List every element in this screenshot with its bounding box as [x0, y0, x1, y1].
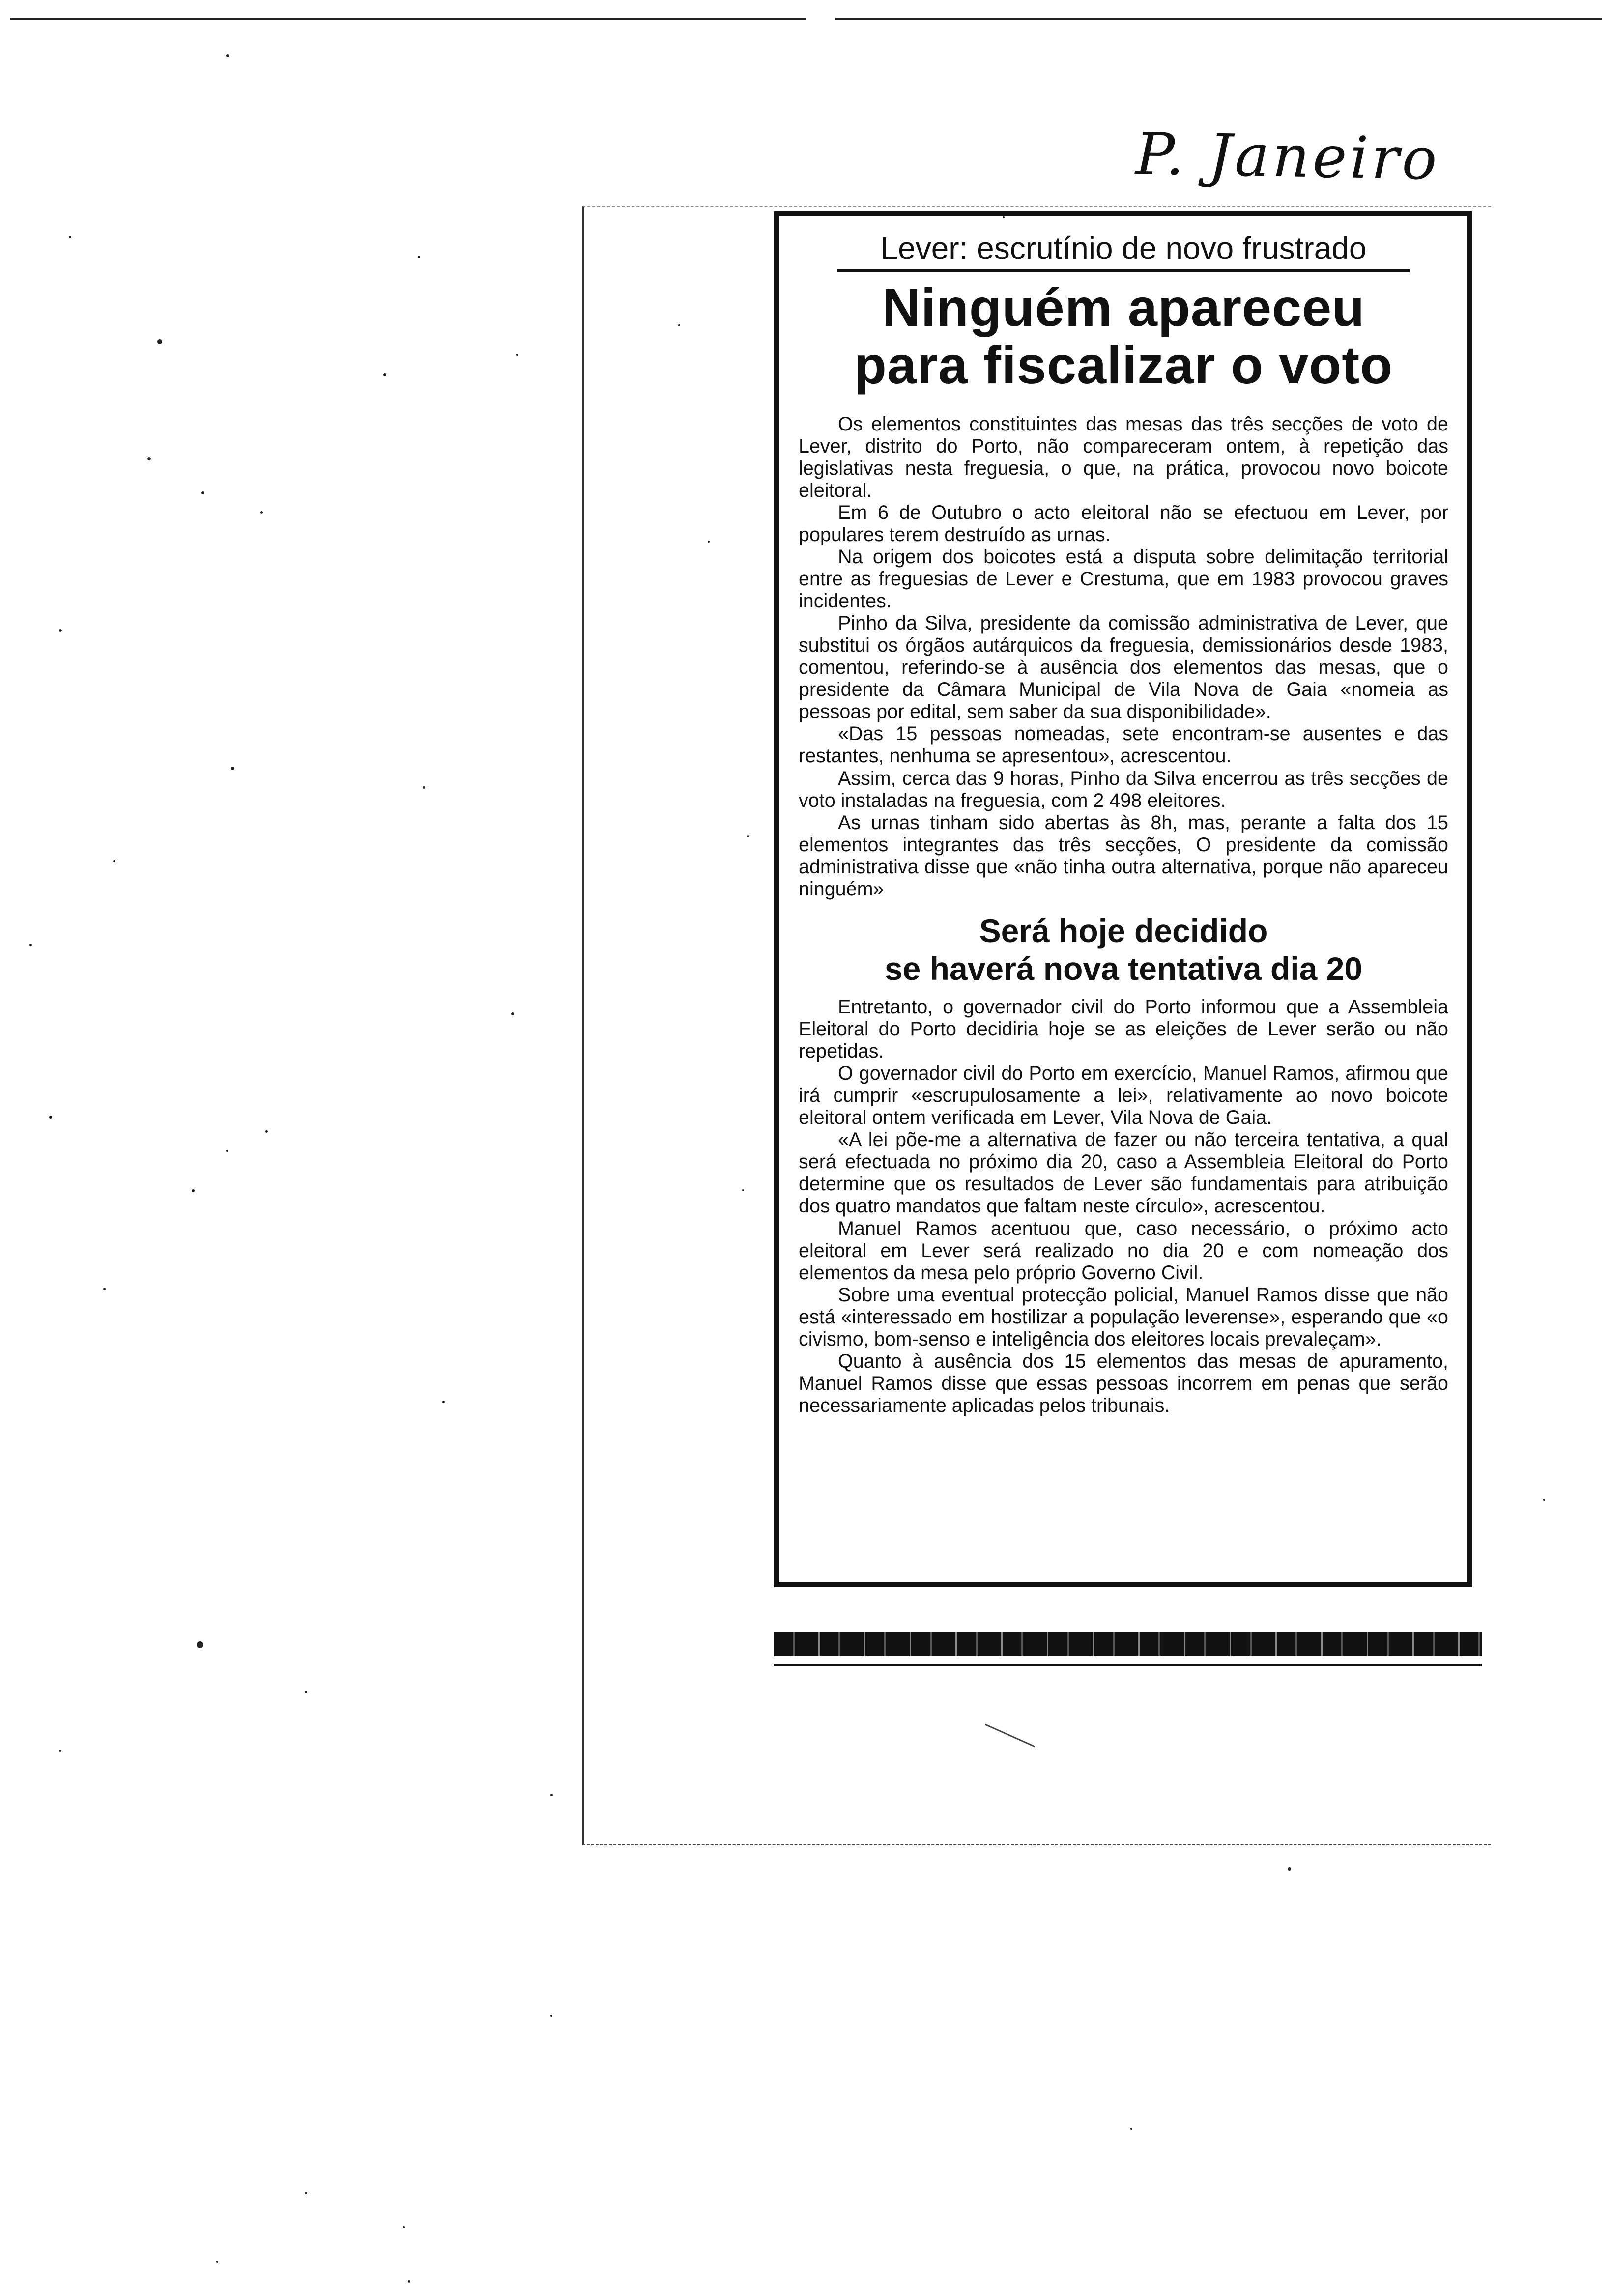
scan-speck: [403, 2226, 405, 2228]
top-edge-rule-right: [835, 18, 1602, 20]
subhead-line-2: se haverá nova tentativa dia 20: [884, 950, 1363, 987]
paragraph: Em 6 de Outubro o acto eleitoral não se efectuou em Lever, por populares terem destruído as urnas.: [799, 502, 1448, 546]
scan-speck: [29, 944, 32, 946]
scan-speck: [103, 1288, 106, 1290]
paragraph: Assim, cerca das 9 horas, Pinho da Silva encerrou as três secções de voto instaladas na freguesia, com 2 498 eleitores.: [799, 767, 1448, 811]
paragraph: Entretanto, o governador civil do Porto informou que a Assembleia Eleitoral do Porto decidiria hoje se as eleições de Lever serão ou não repetidas.: [799, 996, 1448, 1062]
scan-speck: [408, 2280, 410, 2283]
scan-speck: [423, 786, 425, 789]
scan-speck: [59, 1750, 61, 1752]
scan-speck: [516, 354, 518, 356]
scan-speck: [260, 511, 263, 514]
scan-speck: [202, 491, 204, 494]
scan-speck: [550, 2015, 552, 2017]
scan-speck: [511, 1012, 514, 1015]
headline-line-2: para fiscalizar o voto: [854, 335, 1393, 395]
scan-speck: [305, 1691, 307, 1693]
scan-speck: [265, 1130, 268, 1133]
paragraph: Manuel Ramos acentuou que, caso necessário, o próximo acto eleitoral em Lever será realizado no dia 20 e com nomeação dos elementos da mesa pelo próprio Governo Civil.: [799, 1217, 1448, 1284]
newspaper-article: [774, 211, 1472, 1587]
scan-speck: [1130, 2128, 1132, 2130]
paragraph: Quanto à ausência dos 15 elementos das mesas de apuramento, Manuel Ramos disse que essas pessoas incorrem em penas que serão necessariamente aplicadas pelos tribunais.: [799, 1350, 1448, 1416]
paragraph: «A lei põe-me a alternativa de fazer ou não terceira tentativa, a qual será efectuada no próximo dia 20, caso a Assembleia Eleitoral do Porto determine que os resultados de Lever são fundamentais para atribuição dos quatro mandatos que faltam neste círculo», acrescentou.: [799, 1129, 1448, 1217]
subhead-line-1: Será hoje decidido: [979, 912, 1268, 949]
scan-speck: [418, 256, 420, 258]
scan-speck: [147, 457, 151, 460]
scan-speck: [192, 1189, 195, 1192]
article-body-part-2: [799, 996, 1448, 1416]
clipping-bottom-band: [774, 1632, 1482, 1656]
article-body-part-1: [799, 413, 1448, 900]
scan-speck: [157, 339, 162, 344]
article-subhead: [799, 912, 1448, 989]
headline-line-1: Ninguém apareceu: [882, 278, 1365, 337]
scan-speck: [49, 1116, 52, 1119]
scan-speck: [442, 1401, 445, 1403]
kicker-rule: [837, 269, 1409, 272]
paragraph: Na origem dos boicotes está a disputa sobre delimitação territorial entre as freguesias de Lever e Crestuma, que em 1983 provocou graves incidentes.: [799, 546, 1448, 612]
scan-speck: [383, 373, 386, 376]
scan-speck: [1288, 1867, 1291, 1871]
scan-speck: [305, 2192, 307, 2194]
scan-speck: [226, 1150, 228, 1152]
scan-speck: [197, 1641, 203, 1648]
paragraph: «Das 15 pessoas nomeadas, sete encontram-se ausentes e das restantes, nenhuma se apresentou», acrescentou.: [799, 723, 1448, 767]
handwritten-note: P. Janeiro: [1135, 119, 1440, 193]
scan-speck: [113, 860, 115, 862]
clipping-bottom-rule: [774, 1664, 1482, 1666]
scan-speck: [69, 236, 71, 238]
article-headline: [799, 279, 1448, 394]
scan-speck: [216, 2261, 218, 2263]
scan-speck: [231, 767, 234, 770]
paragraph: Sobre uma eventual protecção policial, Manuel Ramos disse que não está «interessado em hostilizar a população leverense», esperando que «o civismo, bom-senso e inteligência dos eleitores locais prevaleçam».: [799, 1284, 1448, 1350]
scan-speck: [59, 629, 62, 632]
scan-speck: [1543, 1499, 1545, 1501]
article-kicker: Lever: escrutínio de novo frustrado: [880, 230, 1367, 266]
scan-speck: [550, 1794, 553, 1796]
top-edge-rule-left: [10, 18, 806, 20]
paragraph: Os elementos constituintes das mesas das três secções de voto de Lever, distrito do Porto, não compareceram ontem, à repetição das legislativas nesta freguesia, o que, na prática, provocou novo boicote eleitoral.: [799, 413, 1448, 502]
paragraph: As urnas tinham sido abertas às 8h, mas, perante a falta dos 15 elementos integrantes das três secções, O presidente da comissão administrativa disse que «não tinha outra alternativa, porque não apareceu ninguém»: [799, 811, 1448, 900]
paragraph: O governador civil do Porto em exercício, Manuel Ramos, afirmou que irá cumprir «escrupulosamente a lei», relativamente ao novo boicote eleitoral ontem verificada em Lever, Vila Nova de Gaia.: [799, 1062, 1448, 1129]
scan-speck: [226, 54, 229, 57]
paragraph: Pinho da Silva, presidente da comissão administrativa de Lever, que substitui os órgãos autárquicos da freguesia, demissionários desde 1983, comentou, referindo-se à ausência dos elementos das mesas, que o presidente da Câmara Municipal de Vila Nova de Gaia «nomeia as pessoas por edital, sem saber da sua disponibilidade».: [799, 612, 1448, 723]
